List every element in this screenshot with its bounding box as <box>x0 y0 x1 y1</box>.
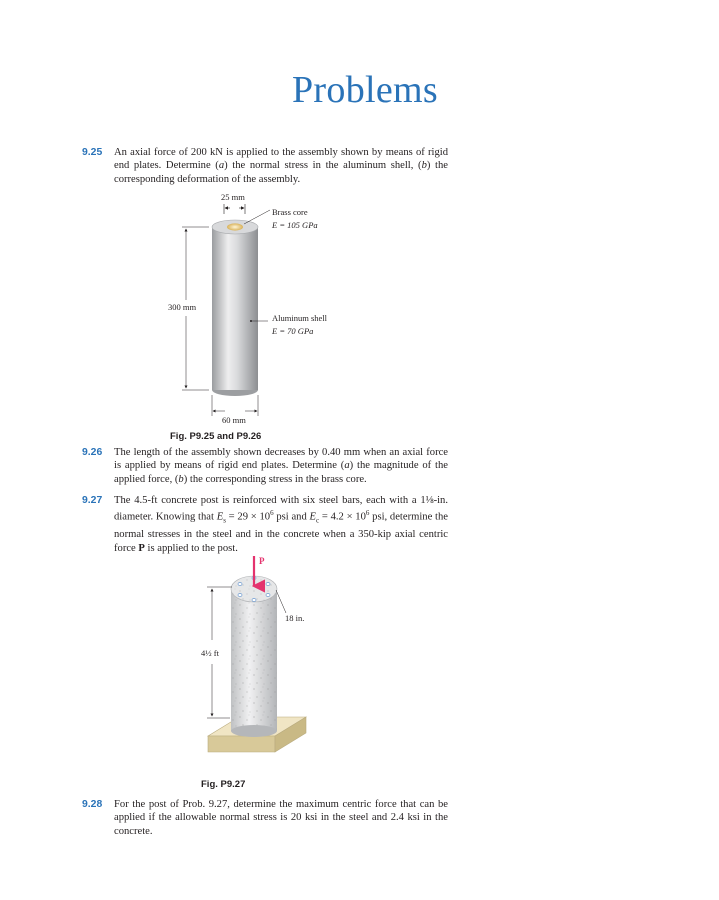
brass-core-label: Brass core <box>272 207 308 217</box>
problem-number: 9.27 <box>82 495 103 506</box>
aluminum-shell-body <box>212 227 258 390</box>
force-label: P <box>259 556 265 566</box>
problem-text: The length of the assembly shown decreases by 0.40 mm when an axial force is applied by means of rigid end plates. Determine (a) the magnitude of the applied force, (b) the corresponding stress in the brass core. <box>114 447 448 485</box>
problem-number: 9.25 <box>82 147 103 158</box>
page-title: Problems <box>292 69 438 111</box>
base-front <box>208 736 275 752</box>
problem-number: 9.26 <box>82 447 103 458</box>
length-label: 300 mm <box>168 302 197 312</box>
figure-caption-1: Fig. P9.25 and P9.26 <box>170 431 262 442</box>
problem-number: 9.28 <box>82 799 103 810</box>
figure-composite-assembly <box>168 192 328 425</box>
core-width-label: 25 mm <box>221 192 245 202</box>
brass-core-top <box>227 223 243 230</box>
problem-text: An axial force of 200 kN is applied to the assembly shown by means of rigid end plates. Determine (a) the normal stress in the aluminum shell, (b) the corresponding deformation of the assembly. <box>114 147 448 185</box>
height-label: 4½ ft <box>201 648 219 658</box>
aluminum-shell-modulus: E = 70 GPa <box>272 326 314 336</box>
figure-caption-2: Fig. P9.27 <box>201 779 246 790</box>
brass-core-modulus: E = 105 GPa <box>272 220 318 230</box>
problem-text: The 4.5-ft concrete post is reinforced with six steel bars, each with a 1⅛-in. diameter. Knowing that $E_s = 29 \times 10^6$ psi and $E_c = 4.2 \times 10^6$ psi, determine the normal stresses in the steel and in the concrete when a 350-kip axial centric force P is applied to the post. <box>114 495 448 554</box>
problem-text: For the post of Prob. 9.27, determine the maximum centric force that can be applied if the allowable normal stress is 20 ksi in the steel and 2.4 ksi in the concrete. <box>114 799 448 837</box>
outer-width-label: 60 mm <box>222 415 246 425</box>
figure-concrete-post <box>201 556 306 752</box>
diameter-label: 18 in. <box>285 613 305 623</box>
aluminum-shell-label: Aluminum shell <box>272 313 328 323</box>
